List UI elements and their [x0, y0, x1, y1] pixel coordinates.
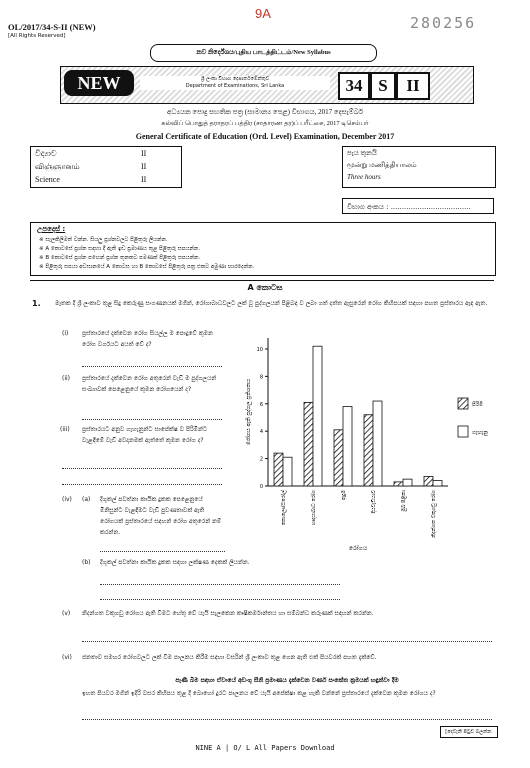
y-tick-label: 2 [259, 456, 263, 463]
subq-iii-label: (iii) [60, 426, 70, 433]
bar-male [334, 430, 343, 486]
x-tick-label: නිදන්ගත වකුගඩු රෝග [431, 490, 437, 538]
bar-female [373, 401, 382, 486]
footer-text: NINE A | O/ L All Papers Download [195, 744, 335, 752]
x-tick-label: ඇදුම [341, 490, 347, 501]
disease-bar-chart [238, 328, 498, 556]
subq-v-text: නිදන්ගත වකුගඩු රෝගය ඇති වීමට හේතු වේ යැයි සැලකෙන කෘෂිකර්මාන්තය හා සම්බන්ධ කරුණක් සඳහන් කරන්න. [82, 610, 374, 617]
header-code: OL/2017/34-S-II (NEW) [8, 22, 96, 32]
subq-iii-text: ප්‍රස්තාරයට අනුව ගැහැනුන්ට සාපේක්ෂ ව පිරිමින්ට වැළඳීමේ වැඩි අවදානමක් ඇත්තේ කුමන රෝග ද? [82, 426, 208, 444]
part-a-heading: A කොටස [247, 283, 283, 292]
answer-line [82, 640, 492, 642]
instructions-box [30, 222, 496, 276]
question-intro: මෑතක දී ශ්‍රී ලංකාව තුළ සිදු කෙරුණු සංගණනයක් මගින්, රෝගාබාධවලට ලක් වූ පුද්ගලයන් පිළිබඳ ව ලබා ගත් දත්ත ඇසුරෙන් රෝග කිහිපයක් සඳහා පහත ප්‍රස්තාරය ඇඳ ඇත. [55, 300, 488, 307]
paper-code: 280256 [410, 14, 477, 32]
y-tick-label: 8 [259, 374, 263, 381]
index-number-field: විභාග අංකය : .................................... [342, 198, 494, 214]
code-box-number: 34 [338, 72, 370, 100]
legend-swatch-male [458, 398, 468, 409]
subq-iv-b-text: දිගුකල් පවත්නා කායික දුකක සඳහා ලක්ෂණ දෙකක් ලියන්න. [100, 559, 250, 566]
y-tick-label: 4 [259, 429, 263, 436]
syllabus-label: නව නිර්දේශය/புதிய பாடத்திட்டம்/New Syllabus [150, 44, 377, 62]
duration-ta: மூன்று மணித்தியாலம் [347, 161, 417, 169]
new-badge: NEW [64, 70, 134, 96]
subq-vi-question: ඉහත පියවර මගින් ඉදිරි වසර කිහිපය තුළ දී බොහෝ දුරට පාලනය වේ යැයි අපේක්ෂා කළ හැකි වන්නේ ප්‍රස්තාරයේ දැක්වෙන කුමන රෝගය ද? [82, 690, 436, 697]
bar-female [283, 457, 292, 486]
divider [30, 280, 494, 281]
page-number: 9A [255, 6, 271, 21]
legend-swatch-female [458, 426, 468, 437]
subq-vi-label: (vi) [62, 654, 72, 661]
subject-en: Science II [35, 175, 147, 184]
subject-si: විද්‍යාව II [35, 149, 147, 158]
subq-i-text: ප්‍රස්තාරයේ දැක්වෙන රෝග සියල්ල ම පොදුවේ කුමන රෝග වර්ගයට අයත් වේ ද? [82, 330, 213, 348]
x-tick-label: කොලෙස්ටරෝල් [281, 490, 287, 526]
subject-box [30, 146, 182, 188]
rights-notice: [All Rights Reserved] [8, 33, 66, 39]
y-tick-label: 0 [259, 484, 263, 490]
bar-female [403, 479, 412, 486]
x-tick-label: හෘදයාබාධ රෝග [311, 490, 317, 526]
bar-male [304, 402, 313, 486]
bar-male [394, 482, 403, 486]
code-box-letter: S [370, 72, 396, 100]
answer-line [100, 583, 340, 585]
answer-line [62, 483, 222, 485]
subq-iv-a-text: දිගුකල් පවත්නා කායික දුකක පෙළෙනුයේ මිනිසුන්ට වැළඳීමට වැඩි පුවණතාවක් ඇති රෝගයක් ප්‍රස්තාරයේ සඳහන් රෝග අතුරෙන් නම් කරන්න. [100, 496, 222, 536]
instructions-title: උපදෙස් : [37, 225, 66, 233]
subject-ta: விஞ்ஞானம் II [35, 162, 147, 171]
duration-box [342, 146, 496, 188]
subq-iv-a-label: (a) [82, 496, 91, 503]
bar-female [313, 346, 322, 486]
subq-ii-text: ප්‍රස්තාරයේ දැක්වෙන රෝග අතුරෙන් වැඩි ම පුද්ගලයන් සංඛ්‍යාවක් පෙළෙනුයේ කුමන රෝගයෙන් ද? [82, 375, 217, 393]
subq-iv-b-label: (b) [82, 559, 91, 566]
y-tick-label: 10 [256, 346, 263, 353]
subq-ii-label: (ii) [62, 375, 71, 382]
y-axis-label: රෝගය ඇති පුද්ගල ප්‍රතිශතය [246, 378, 252, 446]
subq-v-label: (v) [62, 610, 71, 617]
turn-over-note: [දෙවැනි පිටුව බලන්න. [440, 726, 498, 738]
y-tick-label: 6 [259, 401, 263, 408]
department-si: ශ්‍රී ලංකා විභාග දෙපාර්තමේන්තුව [200, 76, 270, 82]
legend-label: පිරිමි [472, 402, 484, 408]
x-axis-label: රෝගය [348, 545, 368, 552]
exam-line-si: අධ්‍යයන පොදු සහතික පත්‍ර (සාමාන්‍ය පෙළ) විභාගය, 2017 දෙසැම්බර් [166, 108, 364, 116]
question-number: 1. [32, 299, 41, 308]
answer-line [100, 598, 340, 600]
instruction-item: ※ සැලකිලිමත් වන්න. සියලු ප්‍රශ්නවලට පිළිතුරු ලියන්න. [39, 237, 168, 243]
answer-line [62, 467, 222, 469]
legend-label: ගැහැනු [472, 430, 488, 436]
exam-line-en: General Certificate of Education (Ord. Level) Examination, December 2017 [135, 132, 395, 141]
x-tick-label: දියවැඩියාව [371, 490, 377, 514]
duration-en: Three hours [347, 173, 381, 181]
subq-i-label: (i) [62, 330, 69, 337]
x-tick-label: මුඛ පිළිකා [401, 490, 407, 512]
subq-vi-text: ජනතාව සමහර රෝගවලට ලක් වීම පාලනය කිරීම සඳහා වසරින් ශ්‍රී ලංකාව තුළ ගෙන ඇති එක් පියවරක් පහත දැක්වේ. [82, 654, 377, 661]
bar-male [424, 476, 433, 486]
duration-si: පැය තුනයි [347, 149, 377, 157]
answer-line [100, 550, 225, 552]
answer-line [82, 418, 222, 420]
department-en: Department of Examinations, Sri Lanka [185, 83, 285, 89]
answer-line [82, 365, 222, 367]
instruction-item: ※ B කොටසේ ප්‍රශ්න පහෙන් ප්‍රශ්න තුනකට පමණක් පිළිතුරු සපයන්න. [39, 255, 201, 261]
exam-line-ta: கல்விப் பொதுத் தராதரப் பத்திர (சாதாரண தர)ப் பரீட்சை, 2017 டிசெம்பர் [161, 120, 369, 127]
answer-line [82, 718, 492, 720]
bar-male [274, 453, 283, 486]
bar-male [364, 415, 373, 486]
instruction-item: ※ A කොටසේ ප්‍රශ්න සඳහා දී ඇති ඉඩ ප්‍රමාණය තුළ පිළිතුරු සපයන්න. [39, 246, 201, 252]
department-name [140, 76, 330, 90]
bar-female [433, 481, 442, 486]
instruction-item: ※ පිළිතුරු සපයා අවසානයේ A කොටස හා B කොටසේ පිළිතුරු පත්‍ර එකට අමුණා භාරදෙන්න. [39, 264, 255, 270]
code-box-part: II [396, 72, 430, 100]
bar-female [343, 407, 352, 486]
subq-vi-bold: පැණි බීම සඳහා ඒවායේ අඩංගු සීනි ප්‍රමාණය දැක්වෙන වර්ණ සංකේත ක්‍රමයක් හඳුන්වා දීම [175, 677, 399, 684]
subq-iv-label: (iv) [62, 496, 72, 503]
